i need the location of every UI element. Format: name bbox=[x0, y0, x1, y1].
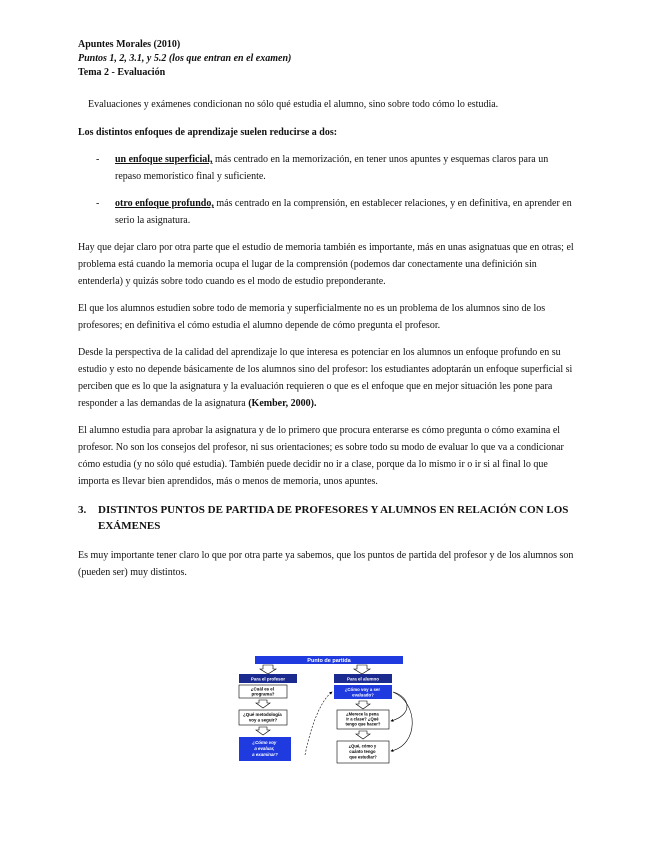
doc-header-subtitle: Puntos 1, 2, 3.1, y 5.2 (los que entran en el examen) bbox=[78, 53, 292, 64]
paragraph-alumno: El alumno estudia para aprobar la asignatura y de lo primero que procura enterarse es cómo pregunta o cómo examina el profesor. No son los consejos del profesor, ni sus orientaciones; es sobre todo su modo de evaluar lo que va a condicionar cómo estudia (y no sólo qué estudia). También puede decidir no ir a clase, porque da lo mismo ir o ir si al final lo que importa es llevar bien aprendidos, más o menos de memoria, unos apuntes. bbox=[78, 425, 564, 487]
section-heading bbox=[78, 502, 575, 534]
alumno-box-clase-line: ¿Merece la pena bbox=[346, 711, 379, 717]
bullet-dash: - bbox=[96, 198, 100, 209]
svg-text:¿Cuál es el programa? bbox=[251, 687, 275, 697]
bullet-term: otro enfoque profundo, bbox=[115, 198, 214, 209]
profesor-box-programa-line: programa? bbox=[251, 691, 275, 697]
bullet-dash: - bbox=[96, 154, 100, 165]
document-page bbox=[78, 38, 575, 581]
paragraph-puntos-partida: Es muy importante tener claro lo que por otra parte ya sabemos, que los puntos de partida del profesor y de los alumnos son (pueden ser) muy distintos. bbox=[78, 550, 574, 578]
diagram-link-arrow-icon bbox=[305, 692, 332, 755]
bullet-profundo bbox=[78, 195, 575, 229]
block-arrow-down-icon bbox=[356, 731, 370, 739]
curved-arrow-icon bbox=[391, 692, 407, 721]
profesor-box-programa-line: ¿Cuál es el bbox=[250, 686, 274, 692]
profesor-box-evaluar-line: a evaluar, bbox=[254, 746, 275, 751]
alumno-box-evaluado-line: ¿Cómo voy a ser bbox=[344, 687, 381, 692]
block-arrow-down-icon bbox=[256, 727, 270, 735]
bullet-superficial bbox=[78, 151, 575, 185]
paragraph-calidad-text: Desde la perspectiva de la calidad del aprendizaje lo que interesa es potenciar en los alumnos un enfoque profundo en su estudio y esto no depende básicamente de los alumnos sino del profesor: los estudiantes adoptarán un enfoque superficial si perciben que es lo que la asignatura y la evaluación requieren o que es el enfoque que en mejor situación les pone para responder a las demandas de la asignatura bbox=[78, 347, 573, 409]
alumno-box-evaluado-line: evaluado? bbox=[352, 692, 374, 698]
svg-text:¿Qué, cómo y cuánto tengo bbox=[349, 744, 378, 760]
intro-paragraph: Evaluaciones y exámenes condicionan no sólo qué estudia el alumno, sino sobre todo cómo lo estudia. bbox=[88, 99, 499, 110]
block-arrow-down-icon bbox=[256, 700, 270, 708]
profesor-box-evaluar-line: a examinar? bbox=[252, 752, 278, 757]
citation-kember: (Kember, 2000). bbox=[248, 398, 317, 409]
doc-header-topic: Tema 2 - Evaluación bbox=[78, 67, 166, 78]
approaches-heading: Los distintos enfoques de aprendizaje suelen reducirse a dos: bbox=[78, 127, 338, 138]
curved-arrow-icon bbox=[391, 692, 412, 751]
profesor-box-metodologia-line: voy a seguir? bbox=[248, 717, 278, 723]
profesor-header-label: Para el profesor bbox=[250, 676, 286, 682]
paragraph-memoria: Hay que dejar claro por otra parte que el estudio de memoria también es importante, más en unas asignatuas que en otras; el problema está cuando la memoria ocupa el lugar de la comprensión (podemos dar conectamente una definición sin entenderla) y quizás sobre todo cuando es el modo de estudio preponderante. bbox=[78, 242, 574, 287]
profesor-box-metodologia-line: ¿Qué metodología bbox=[243, 712, 282, 717]
section-title: DISTINTOS PUNTOS DE PARTIDA DE PROFESORES Y ALUMNOS EN RELACIÓN CON LOS EXÁMENES bbox=[98, 504, 569, 532]
paragraph-profesores: El que los alumnos estudien sobre todo de memoria y superficialmente no es un problema de los alumnos sino de los profesores; en definitiva el cómo estudia el alumno depende de cómo pregunta el profesor. bbox=[78, 303, 546, 331]
alumno-box-estudiar-line: cuánto tengo bbox=[349, 749, 376, 754]
starting-point-diagram bbox=[233, 655, 423, 767]
alumno-box-estudiar-line: ¿Qué, cómo y bbox=[348, 743, 377, 749]
bullet-text: más centrado en la memorización, en tener unos apuntes y esquemas claros para un repaso memorístico final y suficiente. bbox=[115, 154, 549, 182]
svg-text:¿Qué metodología voy a seg bbox=[243, 712, 283, 723]
svg-text:¿Merece la pena ir a clase bbox=[346, 712, 381, 727]
paragraph-calidad bbox=[78, 344, 575, 412]
alumno-box-clase-line: ir a clase? ¿Qué bbox=[346, 716, 379, 722]
block-arrow-down-icon bbox=[260, 665, 276, 674]
bullet-term: un enfoque superficial, bbox=[115, 154, 213, 165]
alumno-header-label: Para el alumno bbox=[346, 676, 380, 682]
block-arrow-down-icon bbox=[354, 665, 370, 674]
profesor-box-evaluar-line: ¿Cómo voy bbox=[252, 740, 277, 745]
section-number: 3. bbox=[78, 504, 87, 516]
bullet-text: más centrado en la comprensión, en establecer relaciones, y en definitiva, en aprender en serio la asignatura. bbox=[115, 198, 572, 226]
alumno-box-estudiar-line: que estudiar? bbox=[349, 754, 377, 760]
block-arrow-down-icon bbox=[356, 701, 370, 709]
alumno-box-clase-line: tengo que hacer? bbox=[345, 721, 381, 727]
diagram-title: Punto de partida bbox=[307, 658, 351, 665]
doc-header-title: Apuntes Morales (2010) bbox=[78, 39, 181, 50]
svg-text:¿Cómo voy a evaluar, a bbox=[252, 740, 278, 757]
